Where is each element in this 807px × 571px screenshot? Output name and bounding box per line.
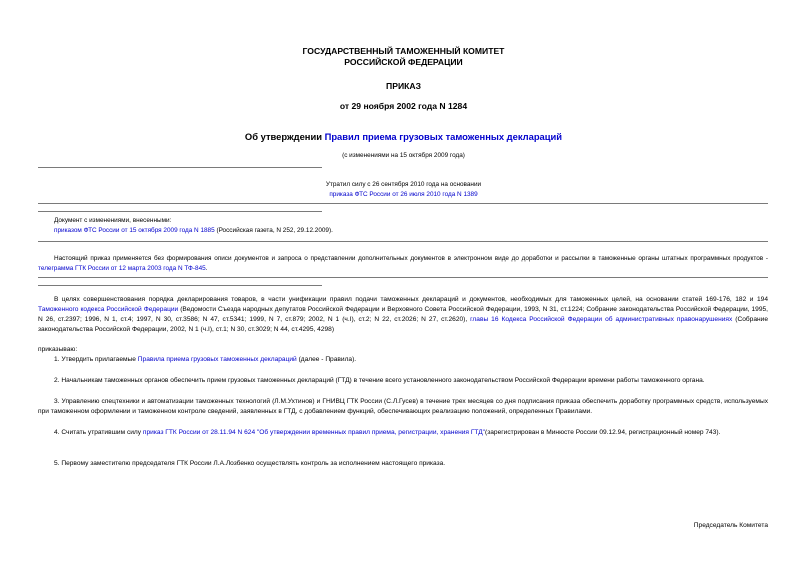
- preamble-text: В целях совершенствования порядка декларирования товаров, в части унификации правил подачи таможенных деклараций и документов, необходимых для таможенных целей, на основании статей 169-176, 182 и 194: [54, 296, 768, 303]
- committee-name-line1: ГОСУДАРСТВЕННЫЙ ТАМОЖЕННЫЙ КОМИТЕТ: [302, 46, 505, 56]
- applicability-suffix: .: [205, 265, 208, 272]
- item-4-prefix: 4. Считать утратившим силу: [54, 429, 143, 436]
- item-1-prefix: 1. Утвердить прилагаемые: [54, 356, 138, 363]
- customs-code-link[interactable]: Таможенного кодекса Российской Федерации: [38, 306, 179, 313]
- doc-title-link[interactable]: Правил приема грузовых таможенных деклараций: [324, 131, 563, 142]
- item-1-suffix: (далее - Правила).: [296, 356, 357, 363]
- divider: [38, 277, 768, 278]
- item-4-suffix: (зарегистрирован в Минюсте России 09.12.94, регистрационный номер 743).: [485, 429, 721, 436]
- divider: [38, 203, 768, 204]
- item-3: 3. Управлению спецтехники и автоматизации таможенных технологий (Л.М.Ухтинов) и ГНИВЦ ГТК России (С.Л.Гусев) в течение трех месяцев со дня подписания приказа обеспечить доработку программных средств, используемых при таможенном оформлении и таможенном контроле сведений, заявленных в ГТД, с добавлением функций, обеспечивающих реализацию положений, определенных Правилами.: [38, 398, 768, 415]
- divider: [38, 285, 322, 286]
- doc-type: ПРИКАЗ: [386, 81, 421, 91]
- item-4: [38, 428, 768, 438]
- doc-date: от 29 ноября 2002 года N 1284: [339, 101, 468, 111]
- applicability-link[interactable]: телеграмма ГТК России от 12 марта 2003 года N ТФ-845: [38, 265, 206, 272]
- preamble-text: (Ведомости Съезда народных депутатов Российской Федерации и Верховного Совета Российской Федерации, 1993, N 31, ст.1224; Собрание законодательства Российской Федерации, 1995, N 26, ст.2397; 1996, N 1, ст.4; 1997, N 30, ст.3586; N 47, ст.5341; 1999, N 7, ст.879; 2002, N 1 (ч.I), ст.2; N 22, ст.2026; N 27, ст.2620),: [38, 306, 768, 323]
- divider: [38, 241, 768, 242]
- amendments-note: (с изменениями на 15 октября 2009 года): [342, 152, 465, 159]
- item-1: [38, 355, 768, 365]
- signature: Председатель Комитета: [693, 522, 768, 529]
- divider: [38, 167, 322, 168]
- expired-link: [0, 190, 807, 200]
- amended-doc-label: Документ с изменениями, внесенными:: [54, 217, 172, 224]
- admin-code-link[interactable]: главы 16 Кодекса Российской Федерации об административных правонарушениях: [470, 316, 733, 323]
- revoked-order-link[interactable]: приказ ГТК России от 28.11.94 N 624 "Об утверждении временных правил приема, регистрации, хранения ГТД": [142, 429, 486, 436]
- doc-title: [0, 131, 807, 142]
- rules-link[interactable]: Правила приема грузовых таможенных деклараций: [137, 356, 297, 363]
- doc-title-prefix: Об утверждении: [244, 131, 325, 142]
- divider: [38, 211, 322, 212]
- committee-name-line2: РОССИЙСКОЙ ФЕДЕРАЦИИ: [344, 57, 463, 67]
- order-word: приказываю:: [38, 346, 78, 353]
- applicability-text: Настоящий приказ применяется без формирования описи документов и запроса о представлении дополнительных документов в электронном виде до доработки и рассылки в таможенные органы штатных программных продуктов -: [54, 255, 768, 262]
- expired-order-link[interactable]: приказа ФТС России от 26 июля 2010 года N 1389: [329, 191, 478, 198]
- applicability-note: [38, 254, 768, 274]
- item-2: 2. Начальникам таможенных органов обеспечить прием грузовых таможенных деклараций (ГТД) в течение всего установленного законодательством Российской Федерации времени работы таможенного органа.: [54, 377, 705, 384]
- expired-line1: Утратил силу с 26 сентября 2010 года на основании: [325, 181, 482, 188]
- preamble: [38, 295, 768, 335]
- amended-doc-suffix: (Российская газета, N 252, 29.12.2009).: [214, 227, 333, 234]
- preamble-text: (Собрание законодательства Российской Федерации, 2002, N 1 (ч.I), ст.1; N 30, ст.3029; N 44, ст.4295, 4298): [38, 316, 768, 333]
- amended-doc-link[interactable]: приказом ФТС России от 15 октября 2009 года N 1885: [54, 227, 215, 234]
- item-5: 5. Первому заместителю председателя ГТК России Л.А.Лозбенко осуществлять контроль за исполнением настоящего приказа.: [54, 460, 446, 467]
- amended-doc-ref: [54, 226, 333, 236]
